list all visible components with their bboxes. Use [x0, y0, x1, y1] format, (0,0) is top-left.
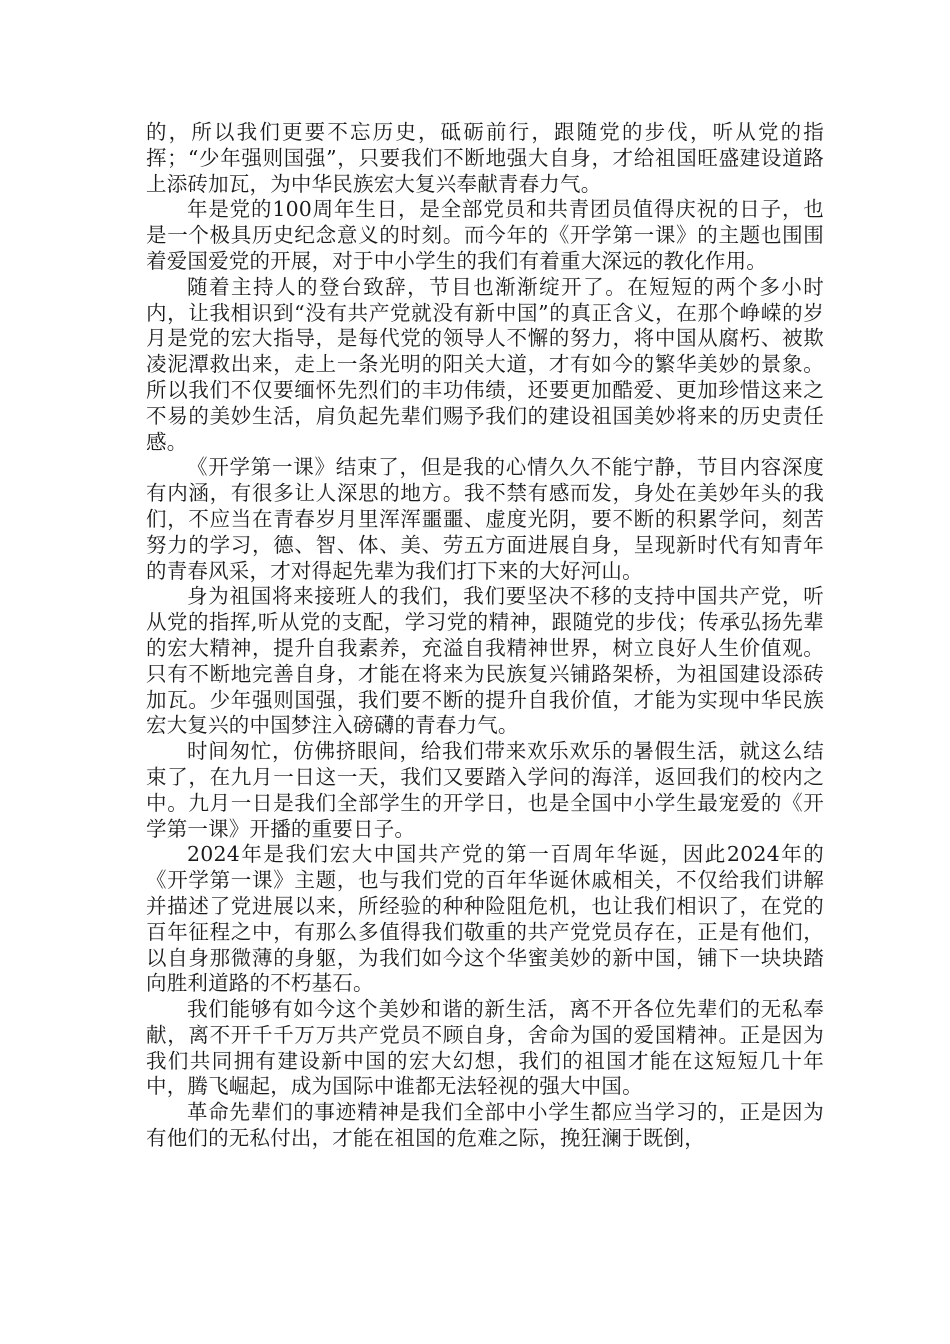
paragraph-6: 时间匆忙，仿佛挤眼间，给我们带来欢乐欢乐的暑假生活，就这么结束了，在九月一日这一天，我们又要踏入学问的海洋，返回我们的校内之中。九月一日是我们全部学生的开学日，也是全国中小学生最宠爱的《开学第一课》开播的重要日子。: [146, 739, 824, 841]
paragraph-8: 我们能够有如今这个美妙和谐的新生活，离不开各位先辈们的无私奉献，离不开千千万万共产党员不顾自身，舍命为国的爱国精神。正是因为我们共同拥有建设新中国的宏大幻想，我们的祖国才能在这短短几十年中，腾飞崛起，成为国际中谁都无法轻视的强大中国。: [146, 997, 824, 1099]
paragraph-7: 2024年是我们宏大中国共产党的第一百周年华诞，因此2024年的《开学第一课》主题，也与我们党的百年华诞休戚相关，不仅给我们讲解并描述了党进展以来，所经验的种种险阻危机，也让我们相识了，在党的百年征程之中，有那么多值得我们敬重的共产党党员存在，正是有他们，以自身那微薄的身躯，为我们如今这个华蜜美妙的新中国，铺下一块块踏向胜利道路的不朽基石。: [146, 842, 824, 996]
paragraph-2: 年是党的100周年生日，是全部党员和共青团员值得庆祝的日子，也是一个极具历史纪念意义的时刻。而今年的《开学第一课》的主题也围围着爱国爱党的开展，对于中小学生的我们有着重大深远的教化作用。: [146, 197, 824, 273]
paragraph-5: 身为祖国将来接班人的我们，我们要坚决不移的支持中国共产党，听从党的指挥,听从党的支配，学习党的精神，跟随党的步伐；传承弘扬先辈的宏大精神，提升自我素养，充溢自我精神世界，树立良好人生价值观。只有不断地完善自身，才能在将来为民族复兴铺路架桥，为祖国建设添砖加瓦。少年强则国强，我们要不断的提升自我价值，才能为实现中华民族宏大复兴的中国梦注入磅礴的青春力气。: [146, 584, 824, 738]
paragraph-9: 革命先辈们的事迹精神是我们全部中小学生都应当学习的，正是因为有他们的无私付出，才能在祖国的危难之际，挽狂澜于既倒，: [146, 1100, 824, 1151]
paragraph-1: 的，所以我们更要不忘历史，砥砺前行，跟随党的步伐，听从党的指挥；“少年强则国强”，只要我们不断地强大自身，才给祖国旺盛建设道路上添砖加瓦，为中华民族宏大复兴奉献青春力气。: [146, 120, 824, 196]
document-body: [146, 120, 824, 1152]
paragraph-4: 《开学第一课》结束了，但是我的心情久久不能宁静，节目内容深度有内涵，有很多让人深思的地方。我不禁有感而发，身处在美妙年头的我们，不应当在青春岁月里浑浑噩噩、虚度光阴，要不断的积累学问，刻苦努力的学习，德、智、体、美、劳五方面进展自身，呈现新时代有知青年的青春风采，才对得起先辈为我们打下来的大好河山。: [146, 455, 824, 583]
paragraph-3: 随着主持人的登台致辞，节目也渐渐绽开了。在短短的两个多小时内，让我相识到“没有共产党就没有新中国”的真正含义，在那个峥嵘的岁月是党的宏大指导，是每代党的领导人不懈的努力，将中国从腐朽、被欺凌泥潭救出来，走上一条光明的阳关大道，才有如今的繁华美妙的景象。所以我们不仅要缅怀先烈们的丰功伟绩，还要更加酷爱、更加珍惜这来之不易的美妙生活，肩负起先辈们赐予我们的建设祖国美妙将来的历史责任感。: [146, 274, 824, 454]
